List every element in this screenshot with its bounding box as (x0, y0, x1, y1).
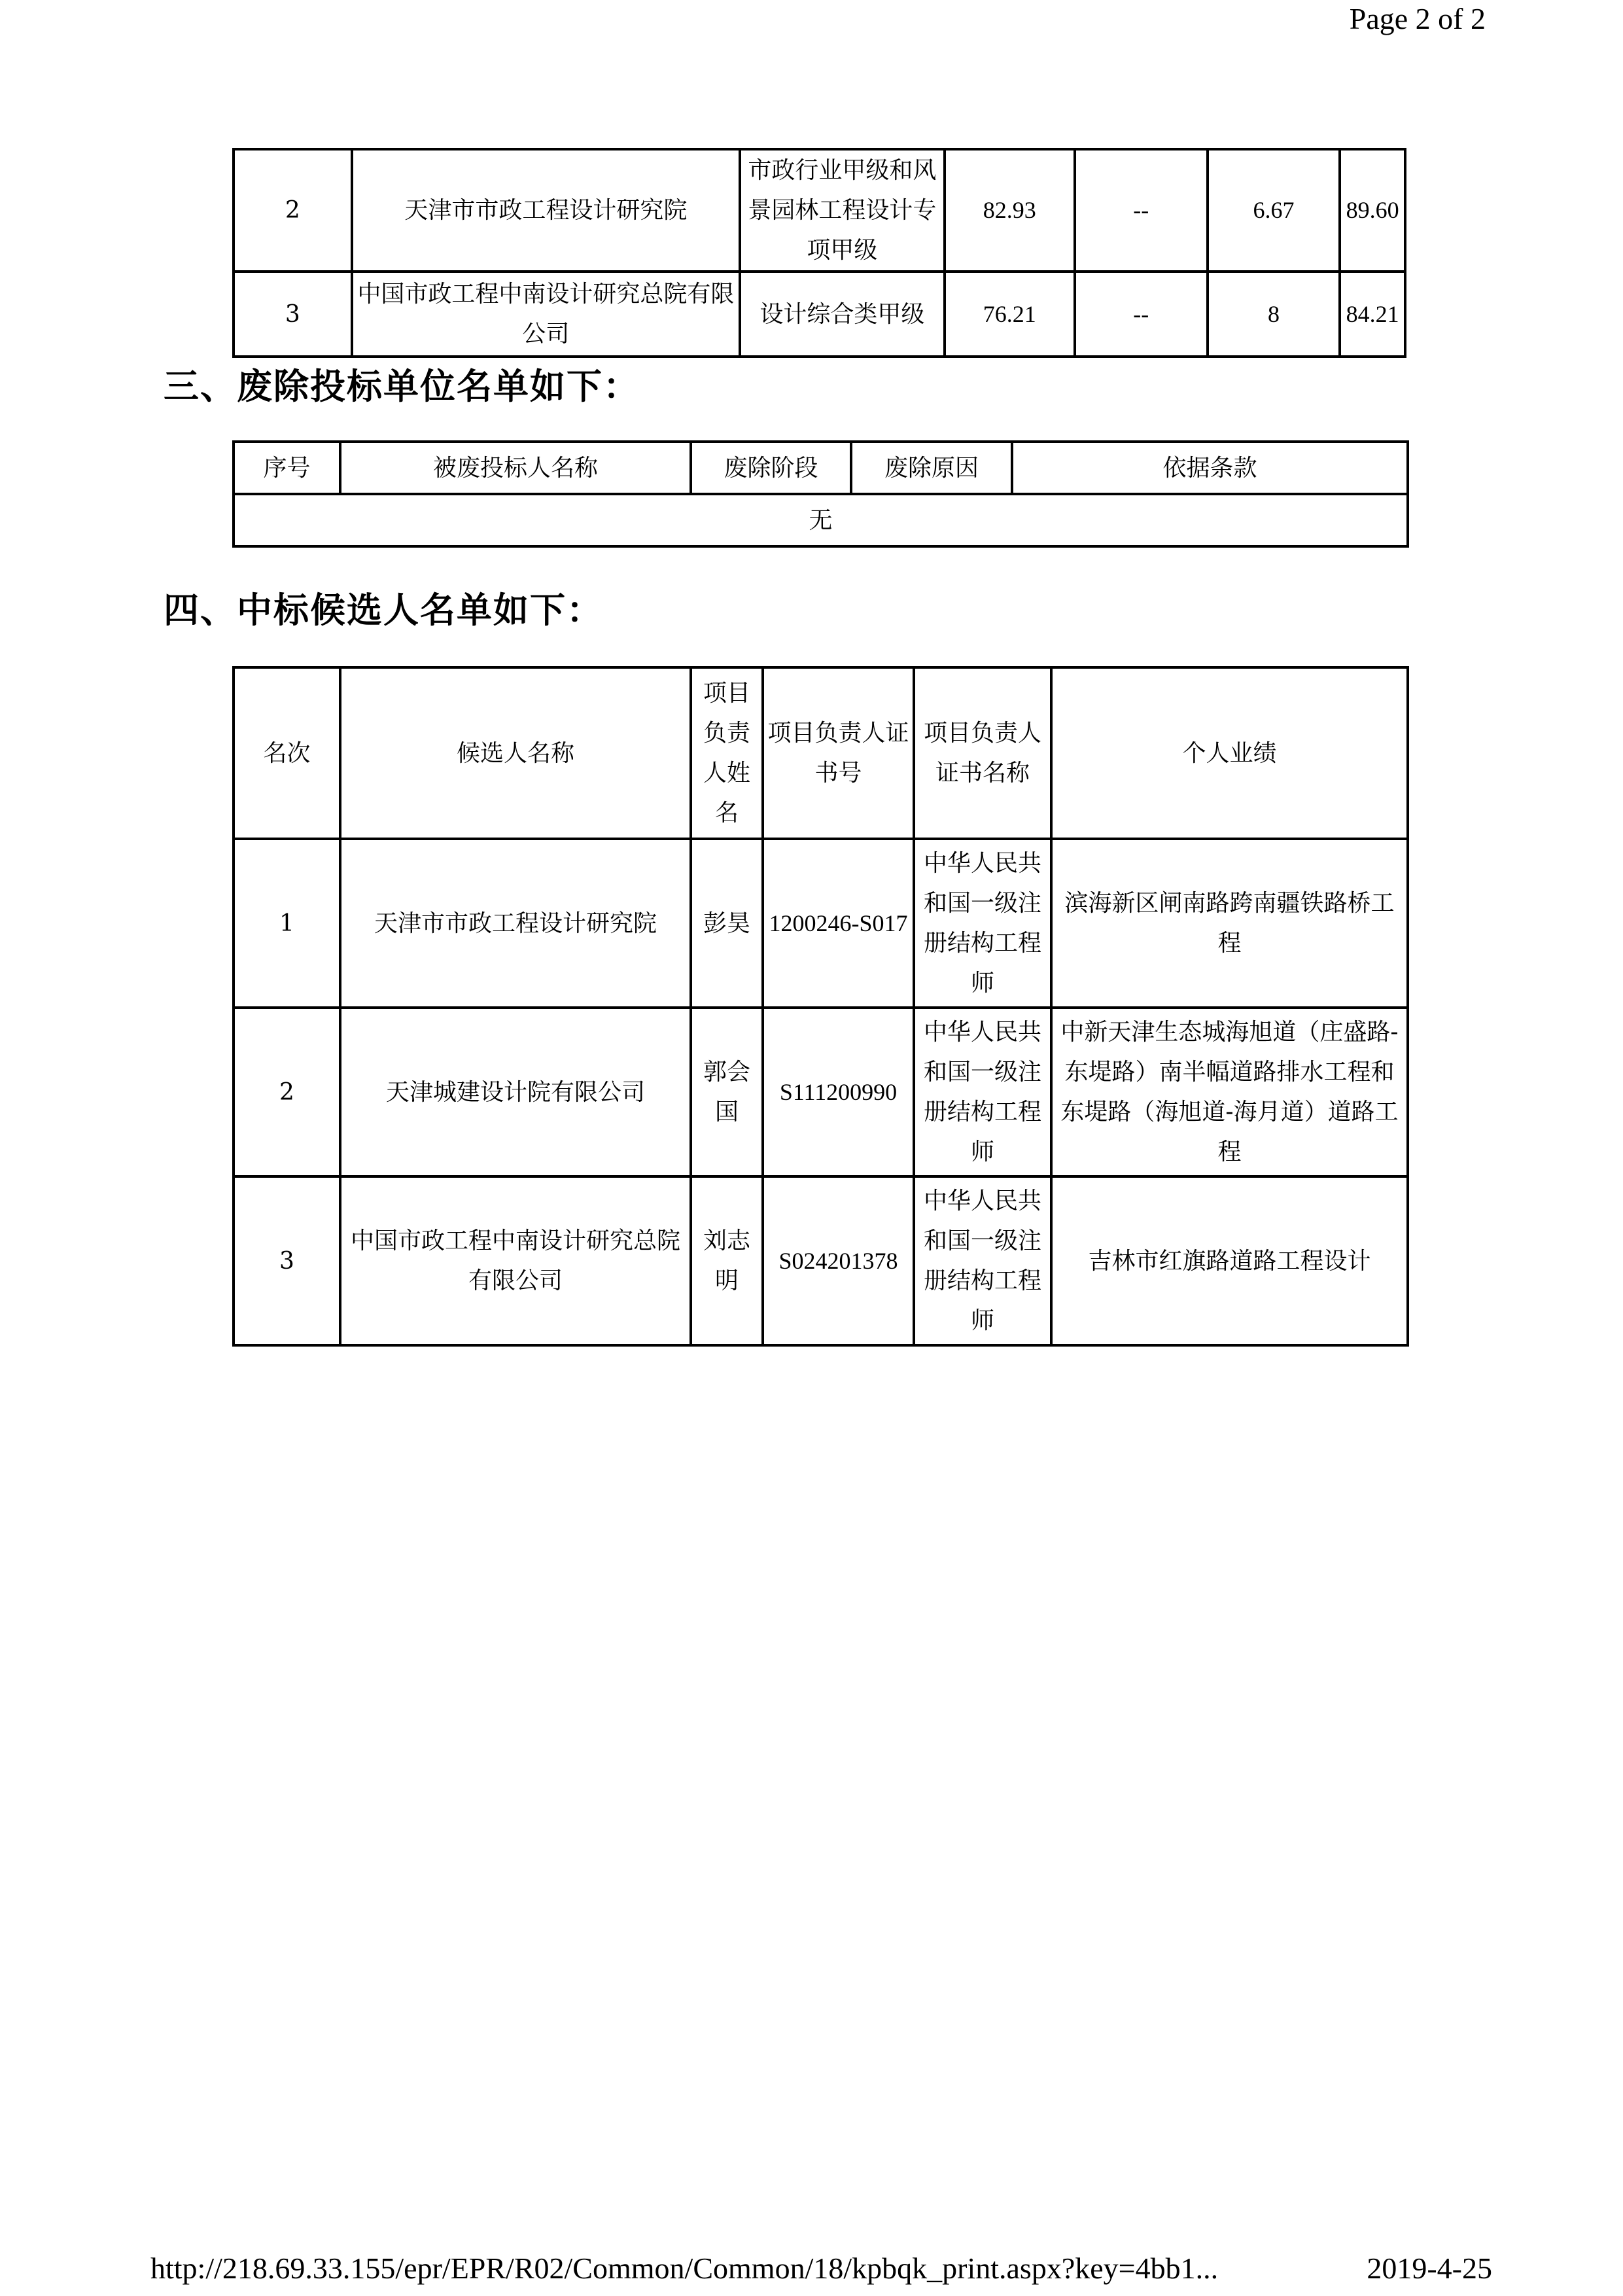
disqualified-table (232, 440, 1409, 548)
score-cell: 8 (1208, 272, 1340, 357)
column-header: 项目负责人证书号 (763, 667, 914, 839)
performance-cell: 吉林市红旗路道路工程设计 (1051, 1176, 1408, 1345)
qualification-cell: 市政行业甲级和风景园林工程设计专项甲级 (740, 149, 944, 272)
performance-cell: 中新天津生态城海旭道（庄盛路-东堤路）南半幅道路排水工程和东堤路（海旭道-海月道）道路工程 (1051, 1008, 1408, 1176)
rank-cell: 2 (234, 1008, 340, 1176)
candidate-name-cell: 天津城建设计院有限公司 (340, 1008, 691, 1176)
page-indicator: Page 2 of 2 (1349, 2, 1486, 35)
score-cell: 76.21 (945, 272, 1075, 357)
table-row (234, 839, 1408, 1008)
bidders-score-table (232, 148, 1406, 358)
column-header: 序号 (234, 442, 340, 494)
performance-cell: 滨海新区闸南路跨南疆铁路桥工程 (1051, 839, 1408, 1008)
qualification-cell: 设计综合类甲级 (740, 272, 944, 357)
column-header: 被废投标人名称 (340, 442, 691, 494)
total-score-cell: 89.60 (1340, 149, 1405, 272)
column-header: 个人业绩 (1051, 667, 1408, 839)
cert-name-cell: 中华人民共和国一级注册结构工程师 (914, 1176, 1051, 1345)
column-header: 废除原因 (851, 442, 1012, 494)
manager-name-cell: 彭昊 (691, 839, 763, 1008)
bidder-name-cell: 中国市政工程中南设计研究总院有限公司 (352, 272, 741, 357)
table-row (234, 149, 1405, 272)
section-heading-candidates: 四、中标候选人名单如下： (164, 590, 603, 631)
score-cell: -- (1075, 272, 1208, 357)
table-header-row (234, 667, 1408, 839)
table-row (234, 494, 1408, 546)
table-row (234, 1176, 1408, 1345)
rank-cell: 1 (234, 839, 340, 1008)
table-row (234, 272, 1405, 357)
cert-name-cell: 中华人民共和国一级注册结构工程师 (914, 839, 1051, 1008)
column-header: 依据条款 (1012, 442, 1408, 494)
column-header: 项目负责人证书名称 (914, 667, 1051, 839)
cert-name-cell: 中华人民共和国一级注册结构工程师 (914, 1008, 1051, 1176)
column-header: 名次 (234, 667, 340, 839)
cert-number-cell: S111200990 (763, 1008, 914, 1176)
rank-cell: 3 (234, 272, 352, 357)
rank-cell: 2 (234, 149, 352, 272)
candidates-table (232, 666, 1409, 1347)
column-header: 候选人名称 (340, 667, 691, 839)
total-score-cell: 84.21 (1340, 272, 1405, 357)
table-row (234, 1008, 1408, 1176)
cert-number-cell: S024201378 (763, 1176, 914, 1345)
column-header: 项目负责人姓名 (691, 667, 763, 839)
candidate-name-cell: 天津市市政工程设计研究院 (340, 839, 691, 1008)
footer-url: http://218.69.33.155/epr/EPR/R02/Common/Common/18/kpbqk_print.aspx?key=4bb1... (150, 2252, 1219, 2285)
candidate-name-cell: 中国市政工程中南设计研究总院有限公司 (340, 1176, 691, 1345)
score-cell: -- (1075, 149, 1208, 272)
section-heading-disqualified: 三、废除投标单位名单如下： (164, 366, 640, 407)
rank-cell: 3 (234, 1176, 340, 1345)
manager-name-cell: 郭会国 (691, 1008, 763, 1176)
manager-name-cell: 刘志明 (691, 1176, 763, 1345)
bidder-name-cell: 天津市市政工程设计研究院 (352, 149, 741, 272)
table-header-row (234, 442, 1408, 494)
print-footer (150, 2251, 1492, 2286)
empty-cell: 无 (234, 494, 1408, 546)
footer-date: 2019-4-25 (1367, 2252, 1492, 2285)
score-cell: 82.93 (945, 149, 1075, 272)
cert-number-cell: 1200246-S017 (763, 839, 914, 1008)
column-header: 废除阶段 (691, 442, 851, 494)
score-cell: 6.67 (1208, 149, 1340, 272)
